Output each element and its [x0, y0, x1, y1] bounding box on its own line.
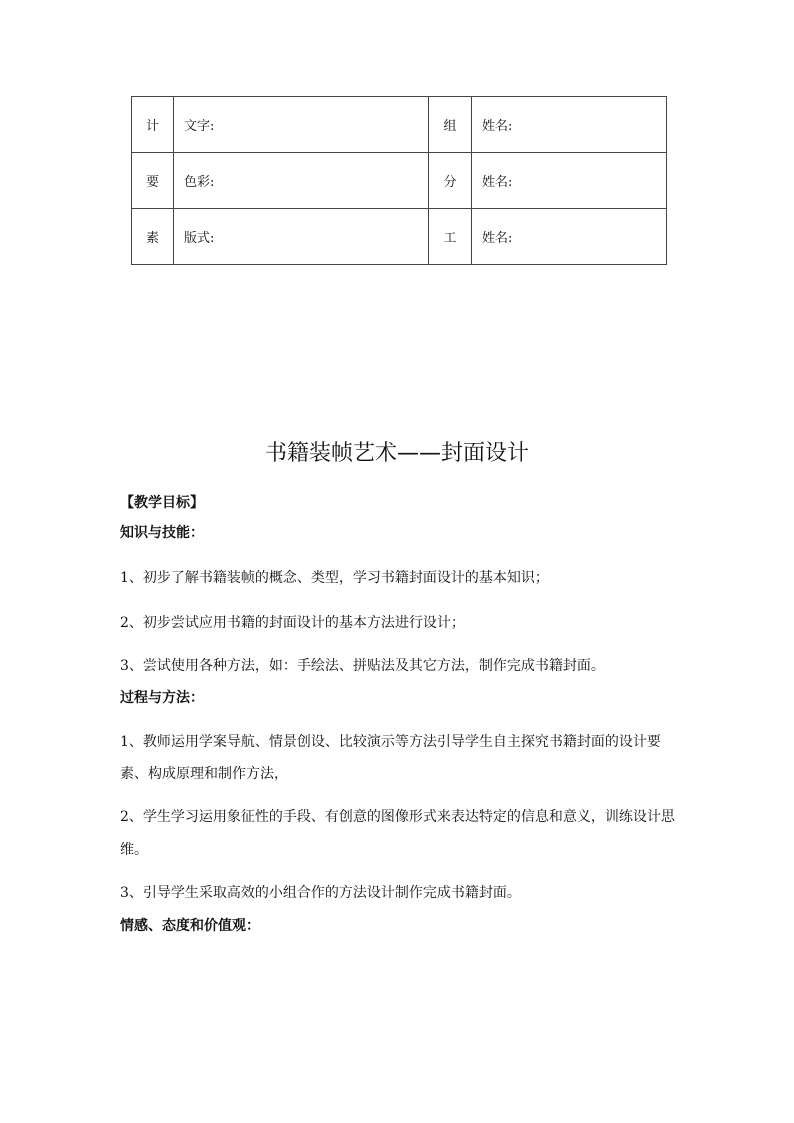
text-field-label: 文字: [174, 97, 429, 153]
table-left-label: 计 [132, 97, 174, 153]
table-row [132, 209, 667, 265]
list-item: 2、学生学习运用象征性的手段、有创意的图像形式来表达特定的信息和意义，训练设计思 [120, 809, 675, 825]
design-elements-table [131, 96, 667, 265]
list-item: 3、引导学生采取高效的小组合作的方法设计制作完成书籍封面。 [120, 885, 521, 901]
list-item-continued: 维。 [120, 842, 148, 858]
table-mid-label: 工 [429, 209, 472, 265]
name-field-label: 姓名: [472, 97, 667, 153]
list-item: 1、教师运用学案导航、情景创设、比较演示等方法引导学生自主探究书籍封面的设计要 [120, 734, 661, 750]
table-row [132, 97, 667, 153]
name-field-label: 姓名: [472, 153, 667, 209]
subheading-emotion: 情感、态度和价值观： [120, 918, 260, 934]
table-mid-label: 组 [429, 97, 472, 153]
list-item: 2、初步尝试应用书籍的封面设计的基本方法进行设计； [120, 615, 465, 631]
table-mid-label: 分 [429, 153, 472, 209]
list-item: 3、尝试使用各种方法，如：手绘法、拼贴法及其它方法，制作完成书籍封面。 [120, 658, 605, 674]
subheading-process: 过程与方法： [120, 690, 204, 706]
list-item: 1、初步了解书籍装帧的概念、类型，学习书籍封面设计的基本知识； [120, 570, 549, 586]
subheading-knowledge: 知识与技能： [120, 525, 204, 541]
table-left-label: 要 [132, 153, 174, 209]
color-field-label: 色彩: [174, 153, 429, 209]
list-item-continued: 素、构成原理和制作方法， [120, 766, 288, 782]
name-field-label: 姓名: [472, 209, 667, 265]
layout-field-label: 版式: [174, 209, 429, 265]
table-left-label: 素 [132, 209, 174, 265]
page-title: 书籍装帧艺术——封面设计 [264, 441, 529, 466]
section-heading-goals: 【教学目标】 [120, 495, 204, 511]
table-row [132, 153, 667, 209]
